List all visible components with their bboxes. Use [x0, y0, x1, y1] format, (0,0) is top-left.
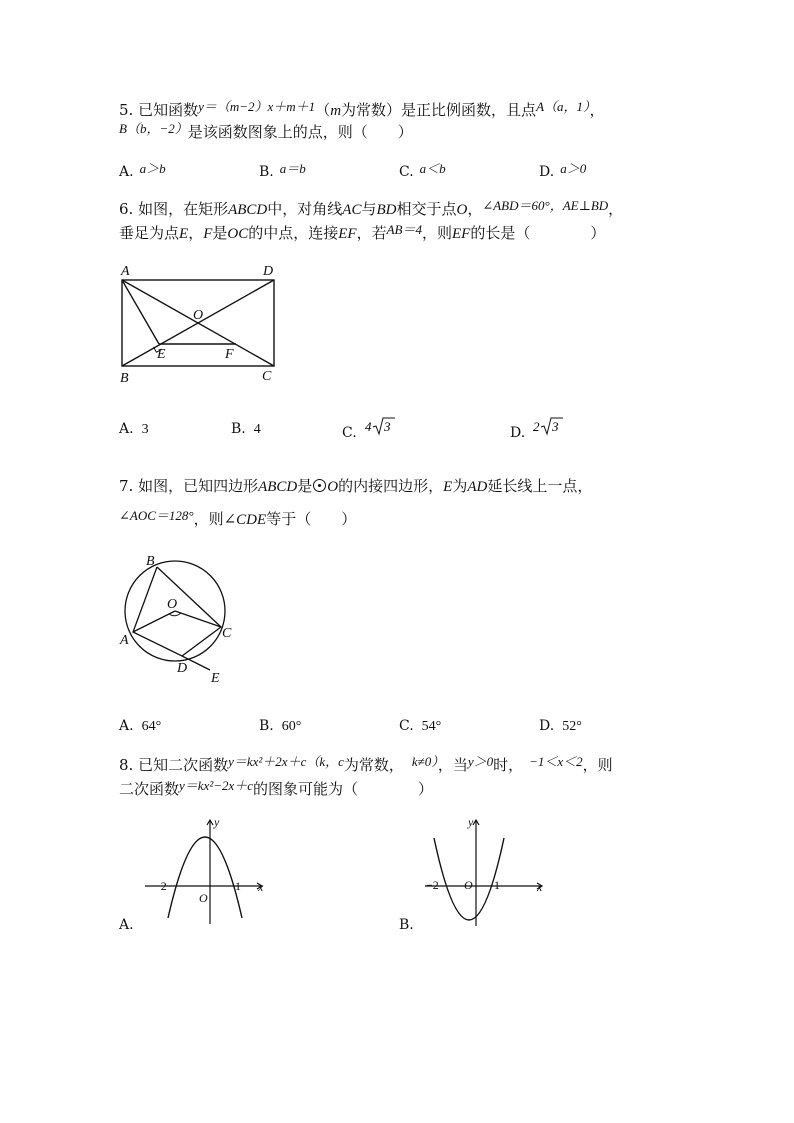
q6-text: ，则: [421, 224, 452, 242]
q7-text: 7. 如图，已知四边形: [119, 477, 259, 495]
q5-line2: [119, 122, 413, 143]
label-a: A: [120, 633, 129, 648]
q8-k-condition: k≠0）: [411, 754, 438, 769]
q7-ad: AD: [467, 479, 488, 495]
q7-angle-cde: ∠CDE: [223, 512, 267, 528]
q6-text: ，: [608, 200, 624, 218]
q7-line2: [119, 509, 356, 530]
option-text: a＞0: [560, 161, 587, 176]
radius-oc: [175, 611, 221, 627]
q5-point-a: A（a，1）: [536, 99, 590, 114]
q8-graph-b: [420, 812, 560, 932]
q8-text: 时，: [493, 756, 524, 774]
label-o: O: [167, 597, 178, 612]
q6-text: 6. 如图，在矩形: [119, 200, 229, 218]
option-label: A.: [119, 718, 134, 734]
q6-ac: AC: [342, 202, 362, 218]
q7-text: 的内接四边形，: [338, 477, 444, 495]
q5-text: （: [315, 101, 331, 119]
tick-neg2: −2: [154, 879, 167, 893]
radicand: 3: [552, 419, 559, 434]
option-text: 3: [141, 422, 149, 437]
q5-text: 是该函数图象上的点，则（ ）: [187, 123, 413, 141]
q7-text: 延长线上一点，: [487, 477, 593, 495]
circle-dot-icon: [313, 479, 326, 492]
x-label: x: [258, 880, 264, 894]
q7-text: 是: [297, 477, 313, 495]
option-label: A.: [119, 917, 134, 933]
q6-ab: AB＝4: [386, 222, 422, 237]
q8-function: y＝kx²＋2x＋c（k，c: [228, 754, 344, 769]
q6-text: 相交于点: [396, 200, 457, 218]
q5-text: ，: [589, 101, 605, 119]
q8-option-b[interactable]: [399, 917, 414, 933]
q7-option-b[interactable]: [259, 718, 301, 735]
option-label: A.: [119, 164, 134, 180]
option-text: 60°: [281, 719, 302, 734]
q6-oc: OC: [227, 226, 249, 242]
option-label: B.: [259, 718, 274, 734]
parabola-a: [168, 837, 242, 918]
label-o: O: [193, 308, 204, 323]
q5-text: 为常数）是正比例函数，且点: [341, 101, 537, 119]
q7-quad: ABCD: [258, 479, 298, 495]
q5-var-m: m: [330, 103, 342, 119]
q8-text: 二次函数: [119, 780, 180, 798]
label-f: F: [225, 347, 234, 362]
q7-option-a[interactable]: [119, 718, 161, 735]
q7-option-d[interactable]: [539, 718, 582, 735]
q6-text: 的长是（ ）: [470, 224, 606, 242]
q6-bd: BD: [376, 202, 397, 218]
q5-text: 5. 已知函数: [119, 101, 199, 119]
option-label: D.: [539, 164, 555, 180]
option-label: C.: [399, 164, 414, 180]
q5-option-a[interactable]: [119, 161, 166, 180]
q6-ef: EF: [452, 226, 471, 242]
label-e: E: [211, 671, 220, 686]
label-c: C: [222, 626, 232, 641]
q8-line2: [119, 779, 433, 800]
q7-circle-figure: [115, 550, 245, 690]
q6-f: F: [203, 226, 213, 242]
q8-text: 8. 已知二次函数: [119, 756, 229, 774]
q6-o: O: [456, 202, 468, 218]
q7-line1: [119, 476, 592, 497]
q8-text: 为常数，: [343, 756, 404, 774]
tick-neg2: −2: [426, 878, 439, 892]
q6-text: ，: [188, 224, 204, 242]
q8-function2: y＝kx²−2x＋c: [179, 778, 254, 793]
label-a: A: [121, 264, 130, 279]
origin-label: O: [464, 878, 473, 892]
q6-option-a[interactable]: [119, 421, 149, 438]
q8-graph-a: [140, 812, 280, 927]
option-label: D.: [539, 718, 555, 734]
q7-text: ，则: [193, 510, 224, 528]
option-text: 54°: [421, 719, 442, 734]
q6-text: 与: [361, 200, 377, 218]
q6-text: 垂足为点: [119, 224, 180, 242]
q5-point-b: B（b，−2）: [119, 121, 188, 136]
option-text: 4: [253, 422, 261, 437]
option-text: a＜b: [419, 161, 446, 176]
q5-line1: [119, 100, 605, 121]
q7-option-c[interactable]: [399, 718, 441, 735]
option-label: C.: [342, 425, 357, 441]
q7-text: 等于（ ）: [266, 510, 357, 528]
q8-x-range: −1＜x＜2: [529, 754, 583, 769]
q5-option-c[interactable]: [399, 161, 446, 180]
radical-4-root-3: [364, 415, 398, 437]
option-text: a＝b: [279, 161, 306, 176]
option-text: a＞b: [139, 161, 166, 176]
option-text: 64°: [141, 719, 162, 734]
q6-rect: ABCD: [228, 202, 268, 218]
origin-label: O: [199, 891, 208, 905]
coefficient: 4: [365, 419, 372, 434]
y-label: y: [468, 815, 474, 829]
radical-2-root-3: [532, 415, 566, 437]
q6-option-c[interactable]: [342, 419, 391, 441]
q6-option-d[interactable]: [510, 419, 559, 441]
option-label: B.: [231, 421, 246, 437]
q8-text: ，则: [582, 756, 613, 774]
q5-option-b[interactable]: [259, 161, 306, 180]
q6-text: ，: [467, 200, 483, 218]
q6-line1: [119, 199, 623, 220]
label-d: D: [263, 264, 274, 279]
label-e: E: [157, 347, 166, 362]
option-text: 52°: [562, 719, 582, 734]
q6-rectangle-figure: [115, 262, 315, 392]
option-label: D.: [510, 425, 526, 441]
q8-option-a[interactable]: [119, 917, 134, 933]
x-label: x: [537, 880, 543, 894]
q6-text: 的中点，连接: [248, 224, 339, 242]
q6-text: 中，对角线: [267, 200, 343, 218]
q8-text: 的图象可能为（ ）: [253, 780, 434, 798]
option-label: A.: [119, 421, 134, 437]
q6-e: E: [179, 226, 189, 242]
q7-angle-aoc: ∠AOC＝128°: [119, 508, 194, 523]
tick-1: 1: [494, 878, 500, 892]
q8-text: ，当: [437, 756, 468, 774]
label-c: C: [262, 369, 272, 384]
option-label: C.: [399, 718, 414, 734]
q7-o: O: [327, 479, 339, 495]
q7-text: 为: [452, 477, 468, 495]
tick-1: 1: [235, 879, 241, 893]
q6-text: 是: [212, 224, 228, 242]
q6-line2: [119, 223, 605, 244]
segment-ae: [122, 280, 159, 344]
q6-text: ，若: [356, 224, 387, 242]
radicand: 3: [384, 419, 391, 434]
y-label: y: [214, 815, 220, 829]
q6-ef: EF: [338, 226, 357, 242]
q6-option-b[interactable]: [231, 421, 261, 438]
label-b: B: [146, 554, 155, 569]
q8-line1: [119, 755, 613, 776]
label-b: B: [120, 371, 129, 386]
q6-condition: ∠ABD＝60°，AE⊥BD: [482, 198, 609, 213]
coefficient: 2: [533, 419, 540, 434]
q8-y-condition: y＞0: [467, 754, 494, 769]
label-d: D: [177, 661, 188, 676]
q5-option-d[interactable]: [539, 161, 586, 180]
q5-function: y＝（m−2）x＋m＋1: [198, 99, 316, 114]
option-label: B.: [259, 164, 274, 180]
q7-e: E: [443, 479, 453, 495]
option-label: B.: [399, 917, 414, 933]
